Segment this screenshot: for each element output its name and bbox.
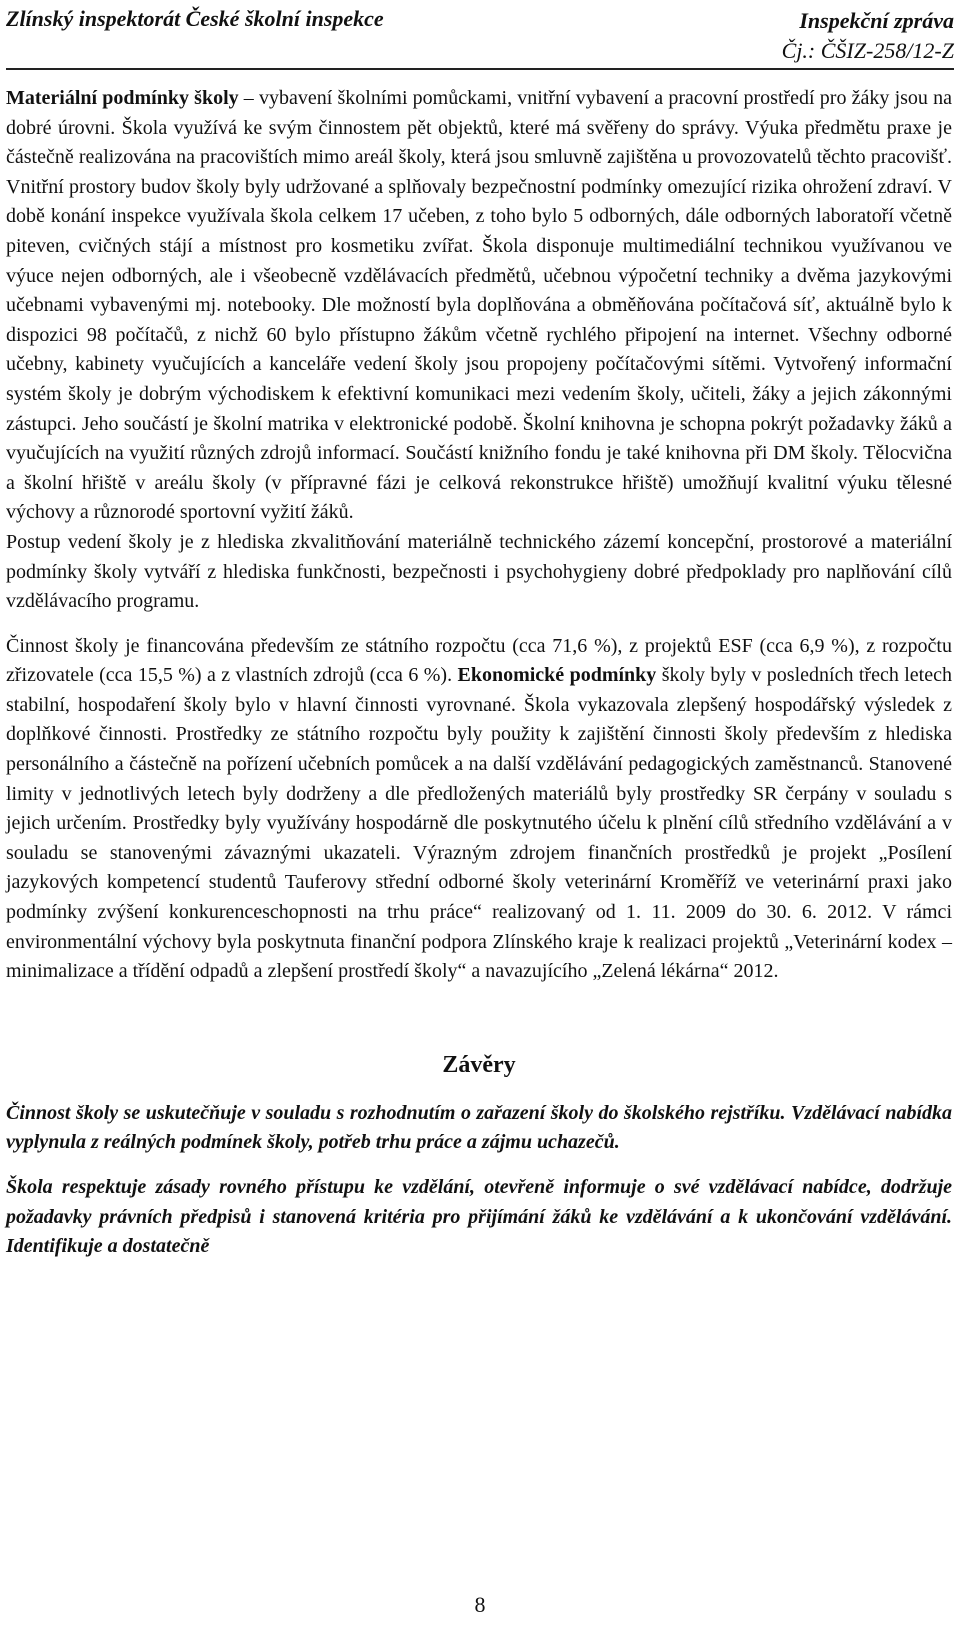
paragraph-material-conditions — [6, 84, 952, 528]
section-heading-conclusions: Závěry — [442, 1051, 516, 1078]
page-header — [6, 6, 954, 64]
paragraph-financing-text-b: školy byly v posledních třech letech stabilní, hospodaření školy bylo v hlavní činnosti vyrovnané. Škola vykazovala zlepšený hospodářský výsledek z doplňkové činnosti. Prostředky ze státního rozpočtu byly použity k zajištění činnosti školy především z hlediska personálního a částečně na pořízení učebních pomůcek a na další vzdělávání pedagogických zaměstnanců. Stanovené limity v jednotlivých letech byly dodrženy a dle předložených materiálů byly prostředky SR čerpány v souladu s jejich určením. Prostředky byly využívány hospodárně dle poskytnutého účelu k plnění cílů středního vzdělávání a v souladu se stanovenými závaznými ukazateli. Výrazným zdrojem finančních prostředků je projekt „Posílení jazykových kompetencí studentů Tauferovy střední odborné školy veterinární Kroměříž ve veterinární praxi jako podmínky zvýšení konkurenceschopnosti na trhu práce“ realizovaný od 1. 11. 2009 do 30. 6. 2012. V rámci environmentální výchovy byla poskytnuta finanční podpora Zlínského kraje k realizaci projektů „Veterinární kodex – minimalizace a třídění odpadů a zlepšení prostředí školy“ a navazujícího „Zelená lékárna“ 2012. — [6, 664, 952, 983]
paragraph-management-approach: Postup vedení školy je z hlediska zkvalitňování materiálně technického zázemí koncepční, prostorové a materiální podmínky školy vytváří z hlediska funkčnosti, bezpečnosti i psychohygieny dobré předpoklady pro naplňování cílů vzdělávacího programu. — [6, 530, 952, 613]
paragraph-financing — [6, 632, 952, 987]
header-report-title: Inspekční zpráva — [799, 8, 954, 33]
header-report-info — [782, 6, 954, 66]
header-reference-number: Čj.: ČŠIZ-258/12-Z — [781, 38, 954, 63]
term-material-conditions: Materiální podmínky školy — [6, 87, 239, 109]
conclusion-paragraph-2: Škola respektuje zásady rovného přístupu ke vzdělání, otevřeně informuje o své vzdělávací nabídce, dodržuje požadavky právních předpisů i stanovená kritéria pro přijímání žáků ke vzdělávání a k ukončování vzdělávání. Identifikuje a dostatečně — [6, 1176, 952, 1258]
conclusion-paragraph-1: Činnost školy se uskutečňuje v souladu s rozhodnutím o zařazení školy do školského rejstříku. Vzdělávací nabídka vyplynula z reálných podmínek školy, potřeb trhu práce a zájmu uchazečů. — [6, 1101, 952, 1154]
document-body — [6, 84, 952, 1262]
term-economic-conditions: Ekonomické podmínky — [457, 664, 657, 687]
header-divider — [6, 68, 954, 70]
paragraph-material-conditions-text: – vybavení školními pomůckami, vnitřní vybavení a pracovní prostředí pro žáky jsou na dobré úrovni. Škola využívá ke svým činnostem pět objektů, které má svěřeny do správy. Výuka předmětu praxe je částečně realizována na pracovištích mimo areál školy, která jsou smluvně zajištěna u provozovatelů těchto pracovišť. Vnitřní prostory budov školy byly udržované a splňovaly bezpečnostní podmínky omezující rizika ohrožení zdraví. V době konání inspekce využívala škola celkem 17 učeben, z toho bylo 5 odborných, dále odborných laboratoří včetně piteven, cvičných stájí a místnost pro kosmetiku zvířat. Škola disponuje multimediální technikou využívanou ve výuce nejen odborných, ale i všeobecně vzdělávacích předmětů, učebnou výpočetní techniky a dvěma jazykovými učebnami vybavenými mj. notebooky. Dle možností byla doplňována a obměňována počítačová síť, aktuálně bylo k dispozici 98 počítačů, z nichž 60 bylo přístupno žákům včetně rychlého připojení na internet. Všechny odborné učebny, kabinety vyučujících a kanceláře vedení školy jsou propojeny počítačovými sítěmi. Vytvořený informační systém školy je dobrým východiskem k efektivní komunikaci mezi vedením školy, učiteli, žáky a jejich zákonnými zástupci. Jeho součástí je školní matrika v elektronické podobě. Školní knihovna je schopna pokrýt požadavky žáků a vyučujících na využití různých zdrojů informací. Součástí knižního fondu je také knihovna při DM školy. Tělocvična a školní hřiště v areálu školy (v přípravné fázi je celková rekonstrukce hřiště) umožňují kvalitní výuku tělesné výchovy a různorodé sportovní vyžití žáků. — [6, 87, 952, 524]
header-institution: Zlínský inspektorát České školní inspekce — [6, 6, 384, 31]
page-number: 8 — [474, 1592, 486, 1617]
paragraph-financing-text-a: Činnost školy je financována především ze státního rozpočtu (cca 71,6 %), z projektů ESF (cca 6,9 %), z rozpočtu zřizovatele (cca 15,5 %) a z vlastních zdrojů (cca 6 %). — [6, 634, 952, 687]
